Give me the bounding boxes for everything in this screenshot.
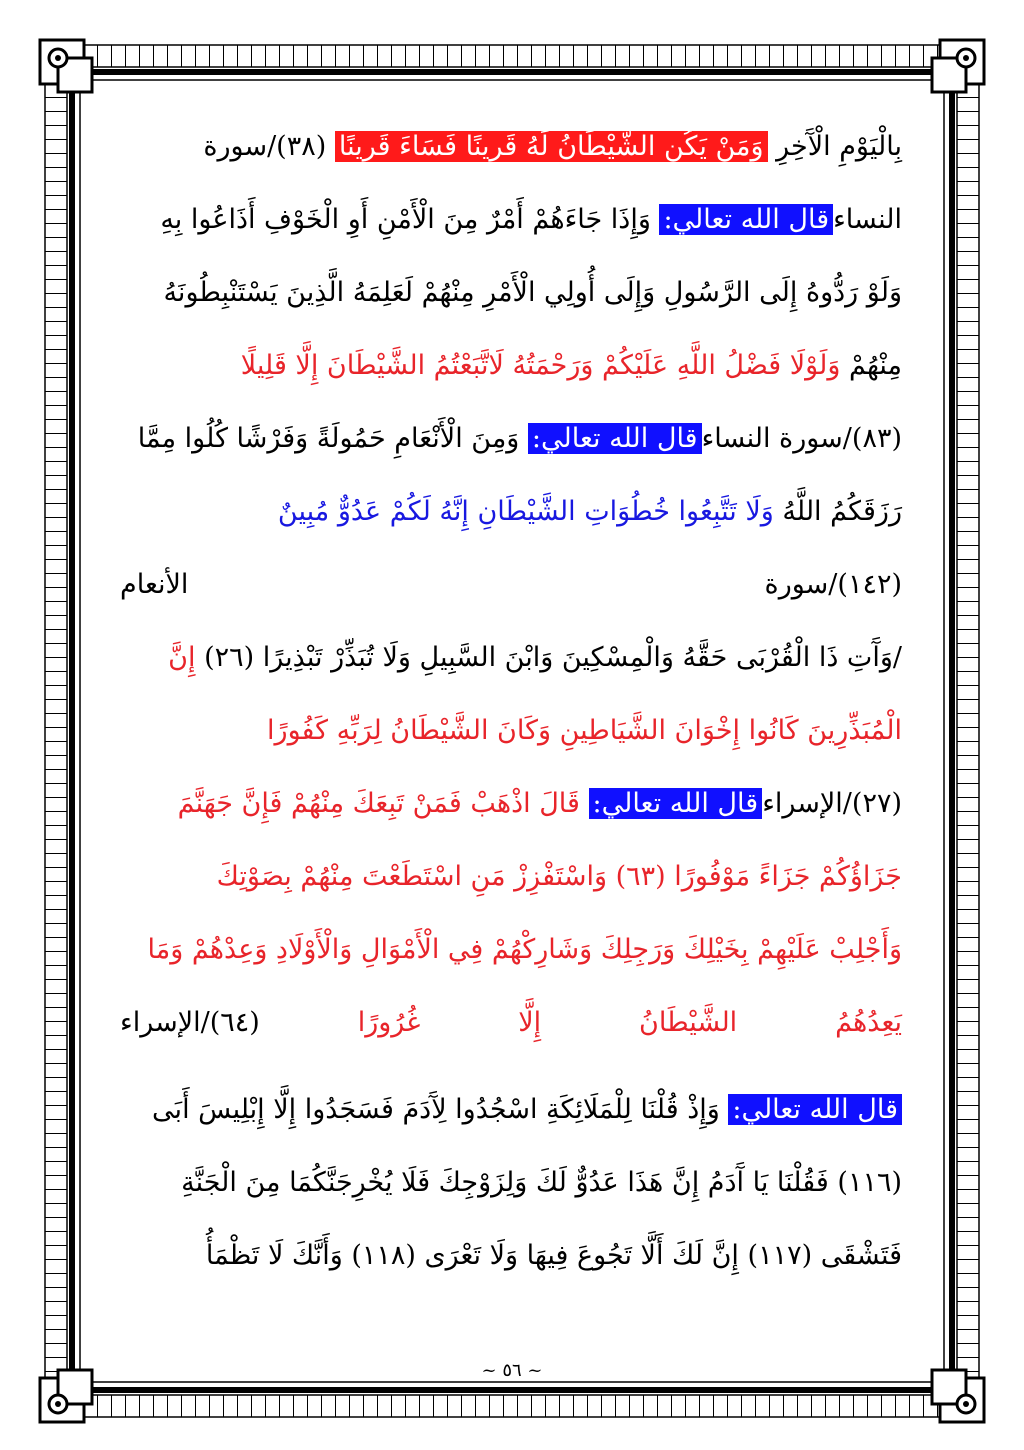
text-segment: (١٤٢)/سورة: [764, 569, 902, 600]
red-verse: وَأَجْلِبْ عَلَيْهِمْ بِخَيْلِكَ وَرَجِلِكَ وَشَارِكْهُمْ فِي الْأَمْوَالِ وَالْأَوْلَادِ وَعِدْهُمْ وَمَا: [147, 934, 902, 965]
text-segment: (٦٤)/الإسراء: [120, 1007, 260, 1038]
highlighted-label: قال الله تعالي:: [589, 788, 763, 819]
highlighted-verse: وَمَنْ يَكُنِ الشَّيْطَانُ لَهُ قَرِينًا فَسَاءَ قَرِينًا: [335, 131, 768, 162]
blue-verse: وَلَا تَتَّبِعُوا خُطُوَاتِ الشَّيْطَانِ إِنَّهُ لَكُمْ عَدُوٌّ مُبِينٌ: [277, 496, 774, 527]
red-verse: إِنَّ: [168, 642, 196, 673]
highlighted-label: قال الله تعالي:: [528, 423, 702, 454]
corner-ornament-top-right: [932, 40, 984, 92]
red-verse: وَلَوْلَا فَضْلُ اللَّهِ عَلَيْكُمْ وَرَحْمَتُهُ لَاتَّبَعْتُمُ الشَّيْطَانَ إِلَّا قَلِيلًا: [240, 350, 841, 381]
text-line-14: [120, 1080, 902, 1140]
red-verse-word: الشَّيْطَانُ: [639, 1007, 738, 1038]
text-line-4: [120, 336, 902, 396]
text-segment: (٢٧)/الإسراء: [762, 788, 902, 819]
text-line-6: [120, 482, 902, 542]
text-line-11: [120, 847, 902, 907]
red-verse: الْمُبَذِّرِينَ كَانُوا إِخْوَانَ الشَّيَاطِينِ وَكَانَ الشَّيْطَانُ لِرَبِّهِ كَفُورًا: [267, 715, 902, 746]
red-verse-word: غُرُورًا: [357, 1007, 421, 1038]
text-line-16: [120, 1226, 902, 1286]
text-line-13: [120, 993, 902, 1053]
corner-ornament-top-left: [40, 40, 92, 92]
text-line-3: [120, 263, 902, 323]
text-segment: (١١٦) فَقُلْنَا يَا آَدَمُ إِنَّ هَذَا عَدُوٌّ لَكَ وَلِزَوْجِكَ فَلَا يُخْرِجَنَّكُمَا مِنَ الْجَنَّةِ: [181, 1167, 902, 1198]
text-segment: وَإِذْ قُلْنَا لِلْمَلَائِكَةِ اسْجُدُوا لِآَدَمَ فَسَجَدُوا إِلَّا إِبْلِيسَ أَبَى: [152, 1094, 729, 1125]
text-line-10: [120, 774, 902, 834]
text-segment: فَتَشْقَى (١١٧) إِنَّ لَكَ أَلَّا تَجُوعَ فِيهَا وَلَا تَعْرَى (١١٨) وَأَنَّكَ لَا تَظْمَأُ: [205, 1240, 902, 1271]
red-verse: جَزَاؤُكُمْ جَزَاءً مَوْفُورًا (٦٣) وَاسْتَفْزِزْ مَنِ اسْتَطَعْتَ مِنْهُمْ بِصَوْتِكَ: [216, 861, 902, 892]
red-verse: قَالَ اذْهَبْ فَمَنْ تَبِعَكَ مِنْهُمْ فَإِنَّ جَهَنَّمَ: [177, 788, 589, 819]
text-segment: (٨٣)/سورة النساء: [701, 423, 902, 454]
red-verse-word: إِلَّا: [518, 1007, 542, 1038]
text-line-5: [120, 409, 902, 469]
text-line-9: [120, 701, 902, 761]
text-segment: رَزَقَكُمُ اللَّهُ: [773, 496, 902, 527]
text-segment: وَمِنَ الْأَنْعَامِ حَمُولَةً وَفَرْشًا كُلُوا مِمَّا: [137, 423, 528, 454]
text-segment: /وَآَتِ ذَا الْقُرْبَى حَقَّهُ وَالْمِسْكِينَ وَابْنَ السَّبِيلِ وَلَا تُبَذِّرْ تَبْذِيرًا (٢٦): [195, 642, 902, 673]
text-segment: النساء: [833, 204, 902, 235]
text-line-1: [120, 117, 902, 177]
text-segment: (٣٨)/سورة: [203, 131, 335, 162]
text-segment: بِالْيَوْمِ الْآَخِرِ: [767, 131, 902, 162]
red-verse-word: يَعِدُهُمُ: [835, 1007, 902, 1038]
text-line-7: [120, 555, 902, 615]
text-line-12: [120, 920, 902, 980]
text-segment: مِنْهُمْ: [840, 350, 902, 381]
text-line-8: [120, 628, 902, 688]
text-segment: وَلَوْ رَدُّوهُ إِلَى الرَّسُولِ وَإِلَى أُولِي الْأَمْرِ مِنْهُمْ لَعَلِمَهُ الَّذِينَ يَسْتَنْبِطُونَهُ: [163, 277, 902, 308]
text-line-15: [120, 1153, 902, 1213]
text-segment: وَإِذَا جَاءَهُمْ أَمْرٌ مِنَ الْأَمْنِ أَوِ الْخَوْفِ أَذَاعُوا بِهِ: [160, 204, 660, 235]
text-segment: الأنعام: [120, 569, 189, 600]
text-line-2: [120, 190, 902, 250]
page-number: ~ ٥٦ ~: [481, 1360, 543, 1381]
highlighted-label: قال الله تعالي:: [728, 1094, 902, 1125]
highlighted-label: قال الله تعالي:: [659, 204, 833, 235]
